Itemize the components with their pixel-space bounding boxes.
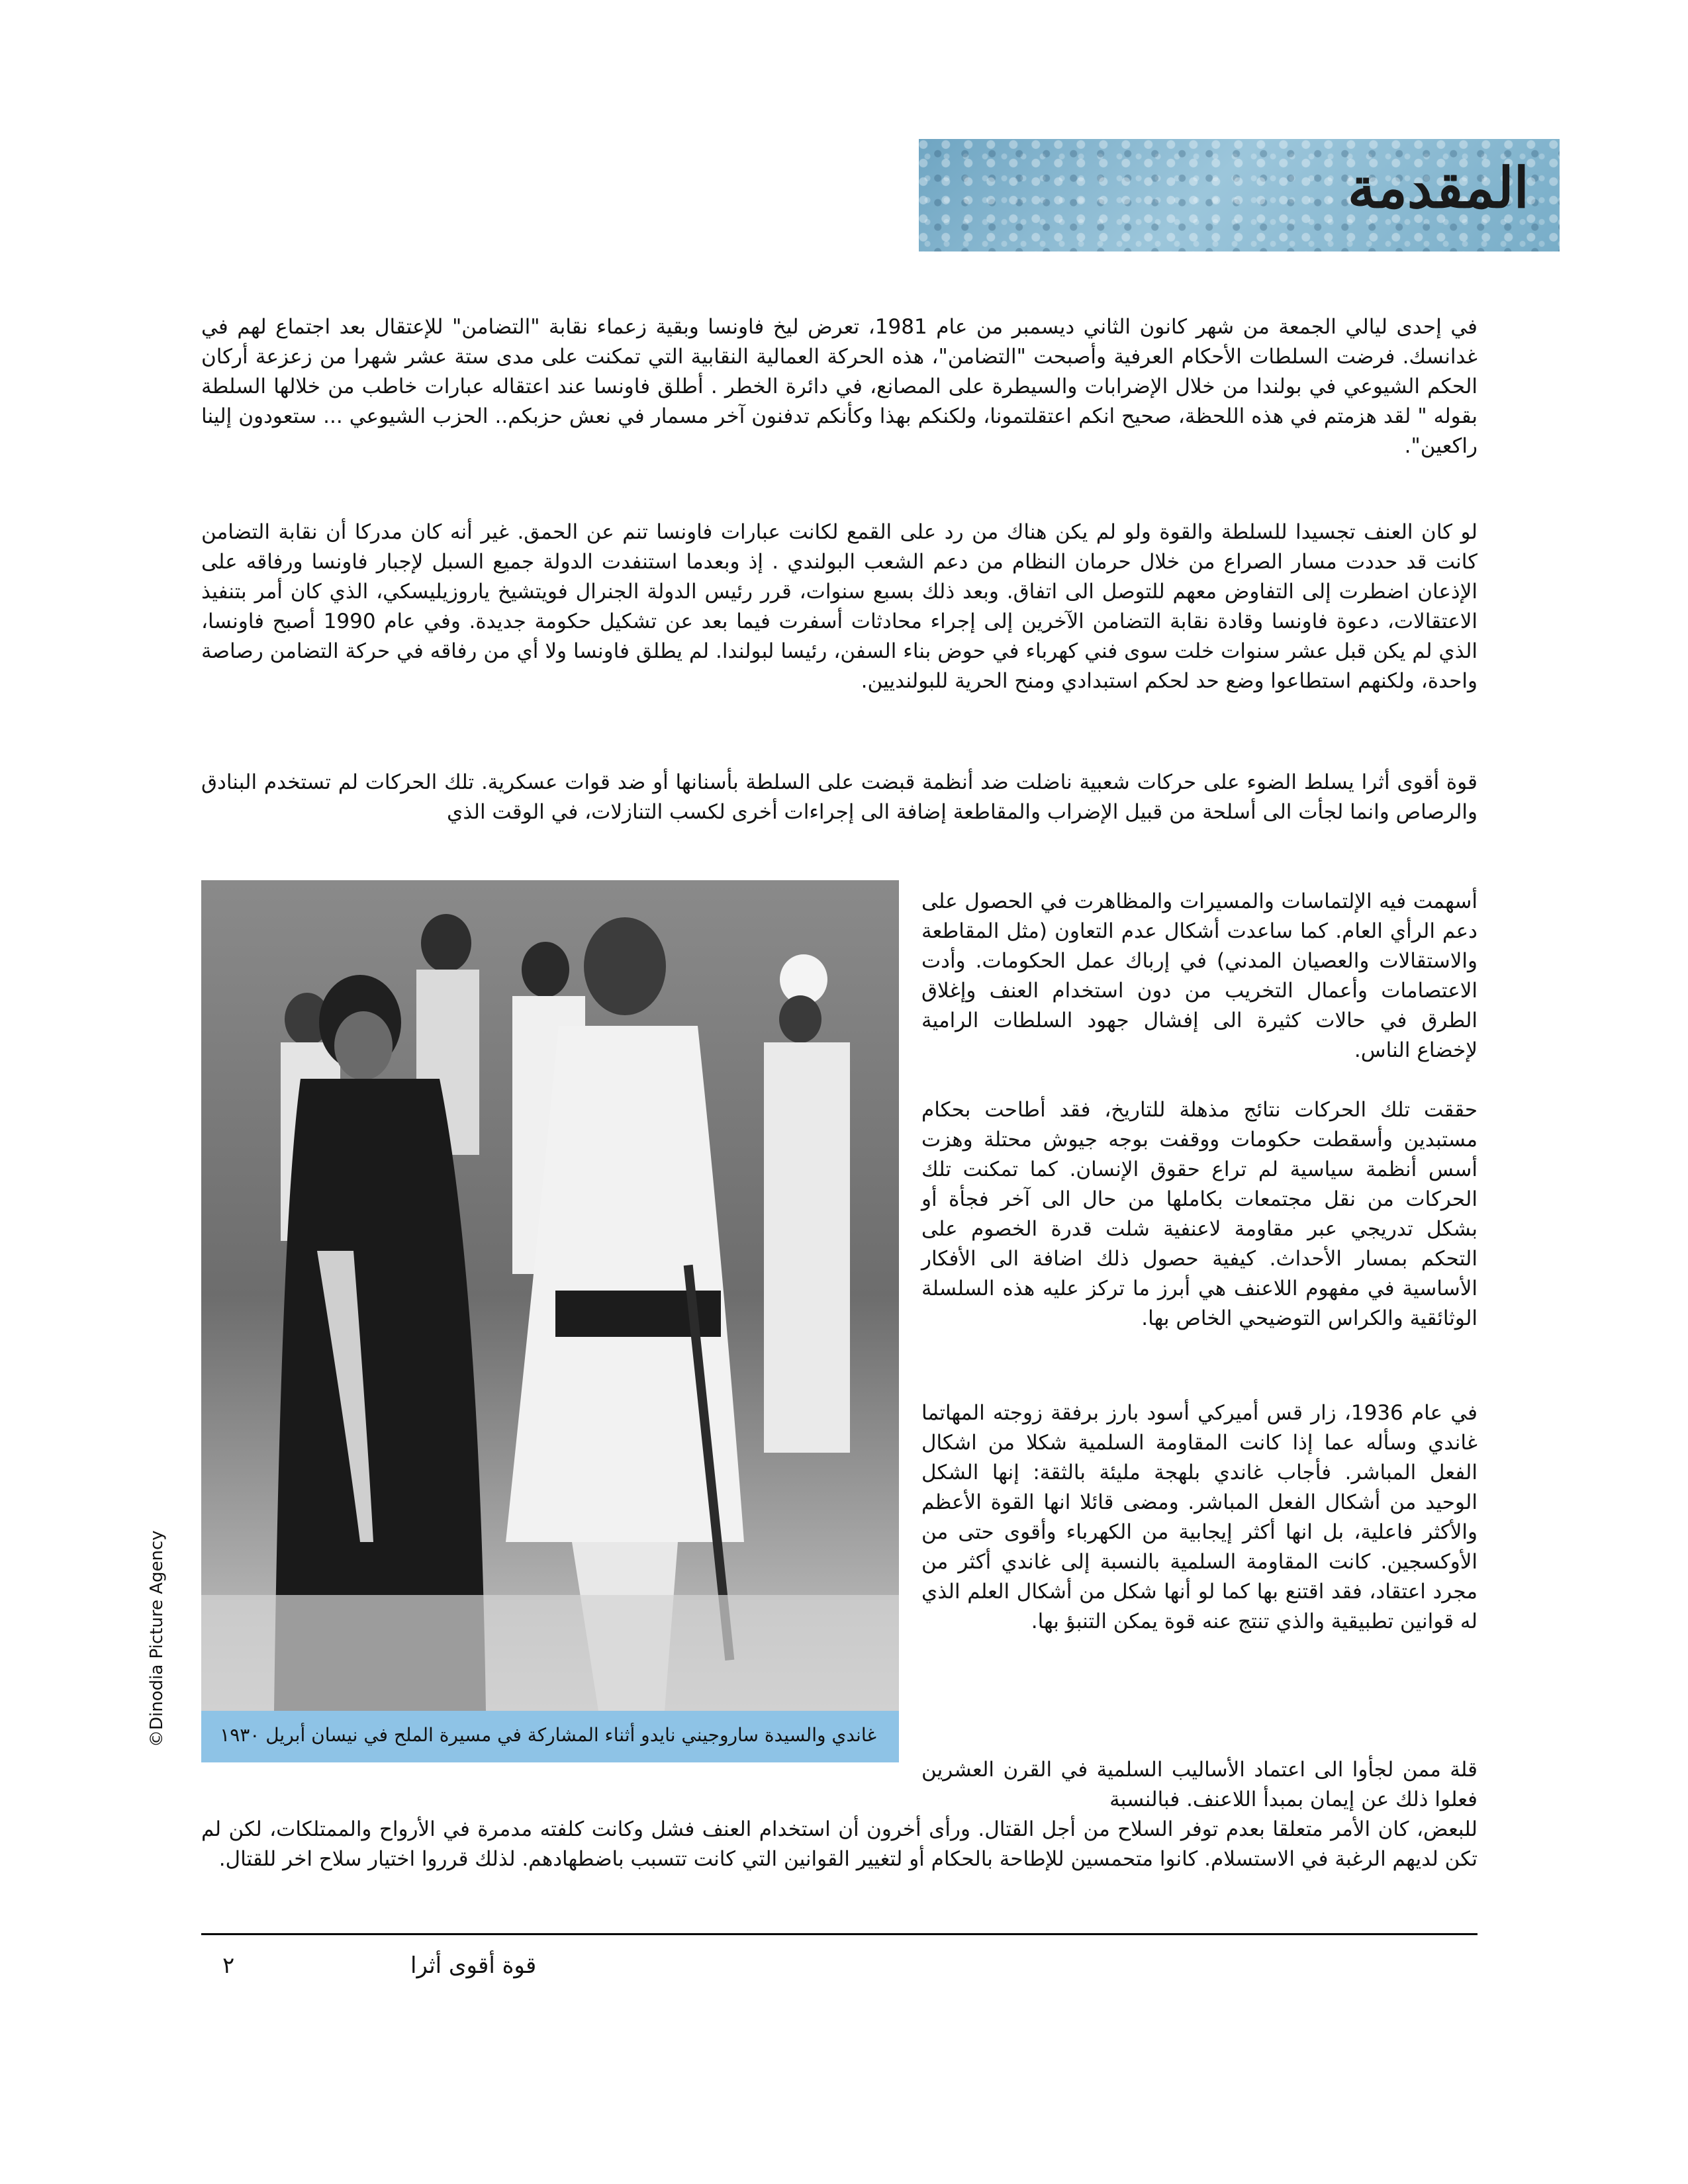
paragraph-violence: لو كان العنف تجسيدا للسلطة والقوة ولو لم يكن هناك من رد على القمع لكانت عبارات فاونسا تنم عن الحمق. غير أنه كان مدركا أن نقابة التضامن كانت قد حددت مسار الصراع من خلال حرمان النظام من دعم الشعب البولندي . إذ وبعدما استنفدت الدولة جميع السبل لإجبار فاونسا ورفاقه على الإذعان اضطرت إلى التفاوض معهم للتوصل الى اتفاق. وبعد ذلك بسبع سنوات، قرر رئيس الدولة الجنرال فويتشيخ ياروزيليسكي، الذي كان أمر بتنفيذ الاعتقالات، دعوة فاونسا وقادة نقابة التضامن الآخرين إلى إجراء محادثات أسفرت فيما بعد عن تشكيل حكومة جديدة. وفي عام 1990 أصبح فاونسا، الذي لم يكن قبل عشر سنوات خلت سوى فني كهرباء في حوض بناء السفن، رئيسا لبولندا. لم يطلق فاونسا ولا أي من رفاقه في حركة التضامن رصاصة واحدة، ولكنهم استطاعوا وضع حد لحكم استبدادي ومنح الحرية للبولنديين. [201, 520, 1477, 693]
page-number: ٢ [222, 1952, 235, 1979]
paragraph-twentieth-century-continued: للبعض، كان الأمر متعلقا بعدم توفر السلاح من أجل القتال. ورأى أخرون أن استخدام العنف فشل وكانت كلفته مدمرة في الأرواح والممتلكات، لكن لم تكن لديهم الرغبة في الاستسلام. كانوا متحمسين للإطاحة بالحكام أو لتغيير القوانين التي كانت تتسبب باضطهادهم. لذلك قرروا اختيار سلاح اخر للقتال. [201, 1817, 1477, 1871]
paragraph-twentieth-century: قلة ممن لجأوا الى اعتماد الأساليب السلمية في القرن العشرين فعلوا ذلك عن إيمان بمبدأ اللاعنف. فبالنسبة [921, 1758, 1477, 1811]
photo-credit: ©Dinodia Picture Agency [147, 1530, 167, 1747]
paragraph-stronger-force: قوة أقوى أثرا يسلط الضوء على حركات شعبية ناضلت ضد أنظمة قبضت على السلطة بأسنانها أو ضد قوات عسكرية. تلك الحركات لم تستخدم البنادق والرصاص وانما لجأت الى أسلحة من قبيل الإضراب والمقاطعة إضافة الى إجراءات أخرى لكسب التنازلات، في الوقت الذي [201, 770, 1477, 824]
photo-caption [201, 1711, 899, 1762]
page-title: المقدمة [1347, 155, 1529, 220]
gandhi-photo [201, 880, 899, 1711]
footer-divider [201, 1933, 1477, 1935]
paragraph-gandhi-1936: في عام 1936، زار قس أميركي أسود بارز برفقة زوجته المهاتما غاندي وسأله عما إذا كانت المقاومة السلمية شكلا من اشكال الفعل المباشر. فأجاب غاندي بلهجة مليئة بالثقة: إنها الشكل الوحيد من أشكال الفعل المباشر. ومضى قائلا انها القوة الأعظم والأكثر فاعلية، بل انها أكثر إيجابية من الكهرباء وأقوى حتى من الأوكسجين. كانت المقاومة السلمية بالنسبة إلى غاندي أكثر من مجرد اعتقاد، فقد اقتنع بها كما لو أنها شكل من أشكال العلم الذي له قوانين تطبيقية والذي تنتج عنه قوة يمكن التنبؤ بها. [921, 1401, 1477, 1633]
paragraph-stronger-force-continued: أسهمت فيه الإلتماسات والمسيرات والمظاهرت في الحصول على دعم الرأي العام. كما ساعدت أشكال عدم التعاون (مثل المقاطعة والاستقالات والعصيان المدني) في إرباك عمل الحكومات. وأدت الاعتصامات وأعمال التخريب من دون استخدام العنف وإغلاق الطرق في حالات كثيرة الى إفشال جهود السلطات الرامية لإخضاع الناس. [921, 889, 1477, 1062]
photo-caption-text: غاندي والسيدة ساروجيني نايدو أثناء المشاركة في مسيرة الملح في نيسان أبريل ١٩٣٠ [220, 1724, 876, 1746]
paragraph-results: حققت تلك الحركات نتائج مذهلة للتاريخ، فقد أطاحت بحكام مستبدين وأسقطت حكومات ووقفت بوجه جيوش محتلة وهزت أسس أنظمة سياسية لم تراع حقوق الإنسان. كما تمكنت تلك الحركات من نقل مجتمعات بكاملها من حال الى آخر فجأة أو بشكل تدريجي عبر مقاومة لاعنفية شلت قدرة الخصوم على التحكم بمسار الأحداث. كيفية حصول ذلك اضافة الى الأفكار الأساسية في مفهوم اللاعنف هي أبرز ما تركز عليه هذه السلسلة الوثائقية والكراس التوضيحي الخاص بها. [921, 1098, 1477, 1330]
footer-title: قوة أقوى أثرا [410, 1952, 537, 1979]
title-banner [919, 139, 1560, 251]
paragraph-intro: في إحدى ليالي الجمعة من شهر كانون الثاني ديسمبر من عام 1981، تعرض ليخ فاونسا وبقية زعماء نقابة "التضامن" للإعتقال بعد اجتماع لهم في غدانسك. فرضت السلطات الأحكام العرفية وأصبحت "التضامن"، هذه الحركة العمالية النقابية التي تمكنت على مدى ستة عشر شهرا من زعزعة أركان الحكم الشيوعي في بولندا من خلال الإضرابات والسيطرة على المصانع، في دائرة الخطر . أطلق فاونسا عند اعتقاله عبارات خاطب من خلالها السلطة بقوله " لقد هزمتم في هذه اللحظة، صحيح انكم اعتقلتمونا، ولكنكم بهذا وكأنكم تدفنون آخر مسمار في نعش حزبكم.. الحزب الشيوعي ... ستعودون إلينا راكعين". [201, 315, 1478, 458]
